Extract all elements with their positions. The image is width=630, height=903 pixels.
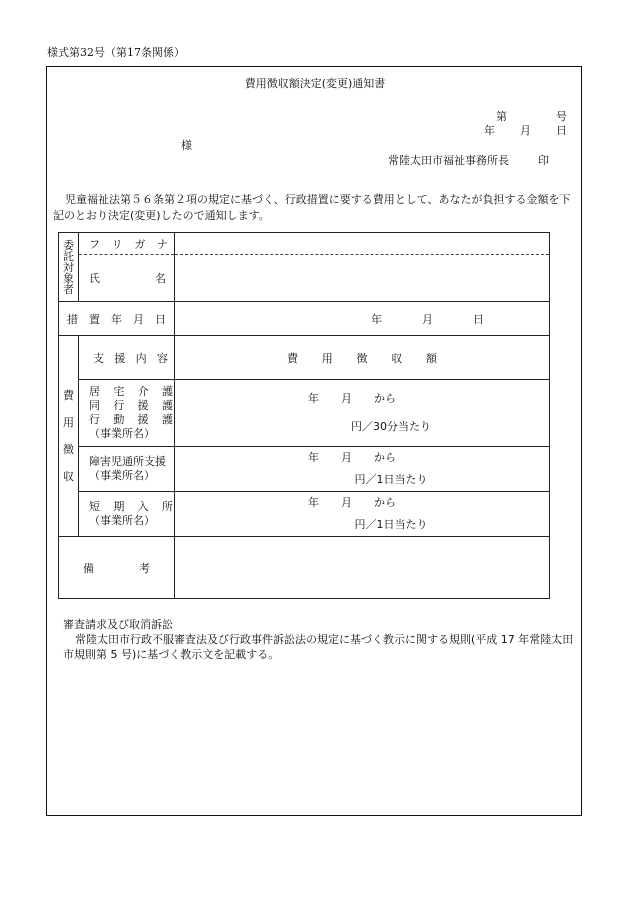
number-go: 号 [556,110,567,123]
home-care-char: 護 [161,385,173,398]
furigana-label-cell [79,233,175,255]
fee-amount-char: 徴 [356,351,368,365]
support-content-cell [79,336,175,380]
measure-date-char: 日 [155,312,166,326]
furigana-char: ガ [134,237,146,251]
furigana-char: フ [89,237,100,251]
fee-amount-char: 費 [287,351,298,365]
fee-group-char: 用 [63,416,74,429]
home-care-rate: 円／30分当たり [351,420,431,433]
support-content-char: 支 [93,351,104,365]
remarks-char: 考 [139,561,150,575]
home-care-fee [175,380,550,447]
short-stay-office: （事業所名） [89,514,155,527]
remarks-label [59,560,174,576]
measure-date-unit-char: 月 [422,312,433,326]
name-value [175,255,550,302]
home-care-char: 援 [137,399,149,412]
home-care-char: 宅 [113,385,125,398]
name-char: 氏 [89,272,100,285]
measure-date-char: 年 [111,312,122,326]
issuer-name: 常陸太田市福祉事務所長 [388,154,509,167]
subject-group-char: 象 [63,271,74,285]
notice-table [58,232,550,599]
date-month: 月 [520,124,531,137]
home-care-char: 行 [89,413,100,426]
fee-amount-char: 額 [426,351,437,365]
fee-amount-char: 収 [391,351,403,365]
furigana-value [175,233,550,255]
measure-date-char: 措 [67,312,78,326]
form-number: 様式第32号（第17条関係） [47,46,185,59]
subject-group-char: 対 [63,260,74,274]
home-care-office: （事業所名） [89,427,155,440]
appeal-notes-text: 常陸太田市行政不服審査法及び行政事件訴訟法の規定に基づく教示に関する規則(平成 17 年常陸太田市規則第 5 号)に基づく教示文を記載する。 [63,633,574,661]
support-content-char: 容 [156,351,168,365]
addressee-suffix: 様 [181,139,192,152]
remarks-value [175,537,550,599]
remarks-char: 備 [83,561,94,575]
furigana-label [79,236,174,252]
home-care-char: 居 [89,385,100,398]
child-day-support-period: 年 月 から [308,451,396,464]
subject-group-char: 者 [63,282,74,296]
home-care-period: 年 月 から [308,392,396,405]
home-care-line [89,413,173,427]
home-care-char: 動 [113,413,125,426]
appeal-notes [63,617,579,662]
support-content-char: 援 [114,351,126,365]
home-care-char: 同 [89,399,100,412]
measure-date-label-cell [59,302,175,336]
fee-group-char: 収 [63,470,74,483]
child-day-support-fee [175,447,550,492]
subject-group-label [59,240,78,295]
measure-date-char: 置 [89,312,100,326]
short-stay-char: 短 [89,500,100,513]
measure-date-unit-char: 年 [371,312,382,326]
support-content-label [79,350,174,366]
appeal-notes-heading: 審査請求及び取消訴訟 [63,618,173,631]
notice-body: 児童福祉法第５６条第２項の規定に基づく、行政措置に要する費用として、あなたが負担する金額を下記のとおり決定(変更)したので通知します。 [53,193,571,222]
measure-date-char: 月 [133,312,144,326]
measure-date-value [175,302,550,336]
short-stay-char: 期 [113,500,125,513]
fee-amount-label [287,350,437,366]
home-care-char: 護 [161,413,173,426]
furigana-char: ナ [156,237,168,251]
subject-group-char: 委 [63,238,74,252]
child-day-support-rate: 円／1日当たり [354,473,428,486]
home-care-char: 護 [161,399,173,412]
name-label [79,270,174,286]
short-stay-period: 年 月 から [308,496,396,509]
home-care-char: 援 [137,413,149,426]
name-label-cell [79,255,175,302]
furigana-char: リ [111,237,123,251]
support-content-char: 内 [135,351,147,365]
short-stay-char: 所 [161,500,173,513]
name-char: 名 [155,272,166,285]
fee-group-char: 費 [63,389,74,402]
remarks-label-cell [59,537,175,599]
measure-date-unit-char: 日 [473,312,484,326]
home-care-char: 行 [113,399,125,412]
home-care-cell [79,380,175,447]
fee-amount-char: 用 [321,351,333,365]
child-day-support-label: 障害児通所支援 [89,455,166,468]
short-stay-fee [175,492,550,537]
date-day: 日 [556,124,567,137]
subject-group-cell [59,233,79,302]
fee-group-cell [59,336,79,537]
short-stay-char: 入 [137,500,149,513]
document-title: 費用徴収額決定(変更)通知書 [244,77,386,90]
measure-date-units [175,311,549,327]
subject-group-char: 託 [63,249,74,263]
fee-group-label [59,390,78,482]
date-year: 年 [484,124,495,137]
short-stay-rate: 円／1日当たり [354,518,428,531]
home-care-char: 介 [137,385,149,398]
seal-mark: 印 [538,154,549,167]
fee-amount-header-cell [175,336,550,380]
fee-group-char: 徴 [63,443,74,456]
measure-date-label [59,311,174,327]
child-day-support-office: （事業所名） [89,469,155,482]
number-dai: 第 [496,110,507,123]
